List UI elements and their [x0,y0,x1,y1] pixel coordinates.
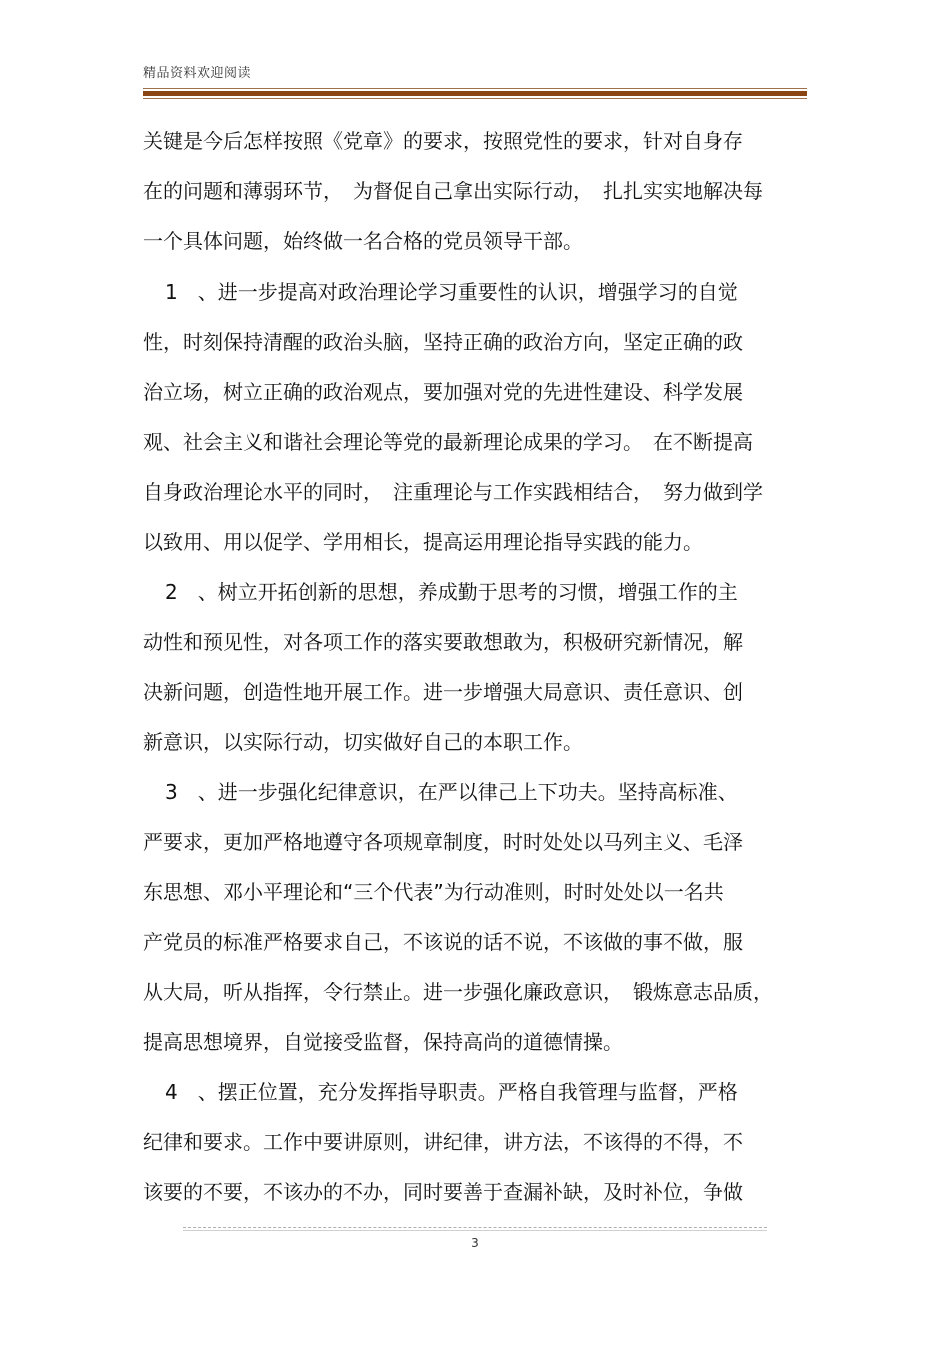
text-line: 东思想、邓小平理论和“三个代表”为行动准则，时时处处以一名共 [143,880,724,904]
text-line: 严要求，更加严格地遵守各项规章制度，时时处处以马列主义、毛泽 [143,830,743,854]
text-line: 以致用、用以促学、学用相长，提高运用理论指导实践的能力。 [143,530,703,554]
header-rule-thick [143,91,807,96]
text-line: 自身政治理论水平的同时， 注重理论与工作实践相结合， 努力做到学 [143,480,763,504]
text-line: 该要的不要，不该办的不办，同时要善于查漏补缺，及时补位，争做 [143,1180,743,1204]
text-line: 3 、进一步强化纪律意识，在严以律己上下功夫。坚持高标准、 [165,780,738,804]
text-line: 性，时刻保持清醒的政治头脑，坚持正确的政治方向，坚定正确的政 [143,330,743,354]
text-line: 1 、进一步提高对政治理论学习重要性的认识，增强学习的自觉 [165,280,738,304]
footer-rule-secondary [183,1230,767,1231]
text-line: 新意识，以实际行动，切实做好自己的本职工作。 [143,730,583,754]
page-number: 3 [471,1236,479,1250]
header-rule-bottom [143,98,807,99]
text-line: 一个具体问题，始终做一名合格的党员领导干部。 [143,229,583,253]
text-line: 从大局，听从指挥，令行禁止。进一步强化廉政意识， 锻炼意志品质， [143,980,773,1004]
header-rule-top [143,88,807,89]
text-line: 4 、摆正位置，充分发挥指导职责。严格自我管理与监督，严格 [165,1080,738,1104]
text-line: 关键是今后怎样按照《党章》的要求，按照党性的要求，针对自身存 [143,129,743,153]
text-line: 2 、树立开拓创新的思想，养成勤于思考的习惯，增强工作的主 [165,580,738,604]
text-line: 决新问题，创造性地开展工作。进一步增强大局意识、责任意识、创 [143,680,743,704]
text-line: 治立场，树立正确的政治观点，要加强对党的先进性建设、科学发展 [143,380,743,404]
footer-rule [183,1227,767,1228]
text-line: 产党员的标准严格要求自己，不该说的话不说，不该做的事不做，服 [143,930,743,954]
text-line: 在的问题和薄弱环节， 为督促自己拿出实际行动， 扎扎实实地解决每 [143,179,763,203]
text-line: 动性和预见性，对各项工作的落实要敢想敢为，积极研究新情况，解 [143,630,743,654]
text-line: 提高思想境界，自觉接受监督，保持高尚的道德情操。 [143,1030,623,1054]
text-line: 观、社会主义和谐社会理论等党的最新理论成果的学习。 在不断提高 [143,430,753,454]
header-title: 精品资料欢迎阅读 [143,66,252,81]
text-line: 纪律和要求。工作中要讲原则，讲纪律，讲方法，不该得的不得，不 [143,1130,743,1154]
